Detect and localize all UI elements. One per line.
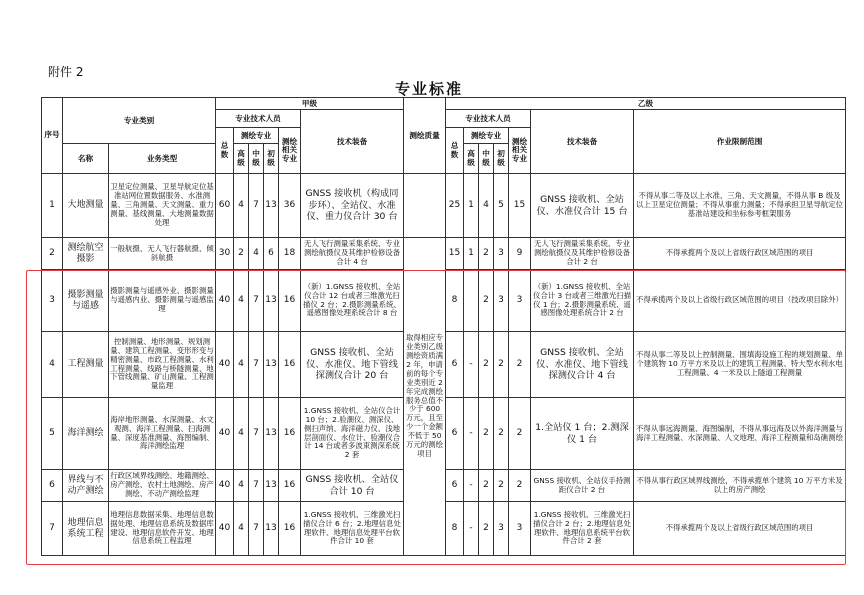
row-a-equipment: GNSS 接收机（构成同步环）、全站仪、水准仪、重力仪合计 30 台	[301, 174, 404, 238]
row-business-type: 控制测量、地形测量、规划测量、建筑工程测量、变形形变与精密测量、市政工程测量、水利工程测量、线路与桥隧测量、地下管线测量、矿山测量、工程测量监理	[109, 332, 216, 398]
row-b-junior: 3	[494, 502, 509, 556]
row-a-middle: 7	[249, 398, 264, 470]
row-b-equipment: （新）1.GNSS 接收机、全站仪合计 3 台或者三维激光扫描仪 1 台；2.摄影测量系统、遥感图像处理系统合计 2 台	[531, 270, 634, 332]
row-b-related: 3	[509, 502, 531, 556]
row-b-junior: 3	[494, 270, 509, 332]
row-b-related: 2	[509, 470, 531, 502]
row-b-equipment: 1.全站仪 1 台；2.测深仪 1 台	[531, 398, 634, 470]
row-b-total: 6	[446, 398, 464, 470]
row-b-junior: 2	[494, 332, 509, 398]
row-a-middle: 7	[249, 470, 264, 502]
col-b-related: 测绘相关专业	[509, 128, 531, 174]
col-b-total: 总数	[446, 128, 464, 174]
row-a-related: 18	[279, 238, 301, 270]
row-b-equipment: GNSS 接收机、全站仪、水准仪、地下管线探测仪合计 4 台	[531, 332, 634, 398]
row-b-middle: 2	[479, 238, 494, 270]
row-a-total: 40	[216, 470, 234, 502]
row-a-senior: 4	[234, 470, 249, 502]
row-seq: 3	[42, 270, 63, 332]
row-b-senior: 1	[464, 174, 479, 238]
col-b-senior: 高级	[464, 144, 479, 174]
row-b-scope: 不得承揽两个及以上省级行政区域范围的项目	[634, 238, 846, 270]
row-business-type: 卫星定位测量、卫星导航定位基准站网位置数据服务、水准测量、三角测量、天文测量、重力测量、基线测量、大地测量数据处理	[109, 174, 216, 238]
row-b-senior: -	[464, 398, 479, 470]
row-a-junior: 13	[264, 398, 279, 470]
row-business-type: 一般航摄、无人飞行器航摄、倾斜航摄	[109, 238, 216, 270]
row-a-middle: 7	[249, 332, 264, 398]
row-b-related: 2	[509, 332, 531, 398]
col-a-middle: 中级	[249, 144, 264, 174]
row-b-middle: 2	[479, 470, 494, 502]
table-row	[42, 174, 846, 238]
col-b-tech-staff: 专业技术人员	[446, 110, 531, 128]
row-b-related: 3	[509, 270, 531, 332]
row-name: 地理信息系统工程	[63, 502, 109, 556]
row-b-related: 9	[509, 238, 531, 270]
col-b-junior: 初级	[494, 144, 509, 174]
row-b-related: 15	[509, 174, 531, 238]
row-name: 界线与不动产测绘	[63, 470, 109, 502]
col-b-scope: 作业限制范围	[634, 110, 846, 174]
row-b-equipment: GNSS 接收机、全站仪、水准仪合计 15 台	[531, 174, 634, 238]
col-a-senior: 高级	[234, 144, 249, 174]
row-a-middle: 4	[249, 238, 264, 270]
row-a-middle: 7	[249, 174, 264, 238]
row-name: 大地测量	[63, 174, 109, 238]
col-b-middle: 中级	[479, 144, 494, 174]
row-a-senior: 4	[234, 174, 249, 238]
row-name: 工程测量	[63, 332, 109, 398]
row-b-junior: 2	[494, 470, 509, 502]
row-a-equipment: （新）1.GNSS 接收机、全站仪合计 12 台或者三维激光扫描仪 2 台；2.摄影测量系统、遥感图像处理系统合计 8 台	[301, 270, 404, 332]
row-a-senior: 4	[234, 332, 249, 398]
row-b-middle: 2	[479, 502, 494, 556]
row-b-junior: 2	[494, 398, 509, 470]
row-a-middle: 7	[249, 502, 264, 556]
row-name: 摄影测量与遥感	[63, 270, 109, 332]
row-a-senior: 4	[234, 398, 249, 470]
row-b-middle: 2	[479, 332, 494, 398]
row-b-middle: 4	[479, 174, 494, 238]
col-b-equipment: 技术装备	[531, 110, 634, 174]
row-a-junior: 13	[264, 332, 279, 398]
row-b-equipment: 无人飞行测量采集系统、专业测绘航摄仪及其维护检修设备合计 2 台	[531, 238, 634, 270]
row-a-total: 40	[216, 398, 234, 470]
col-a-tech-staff: 专业技术人员	[216, 110, 301, 128]
col-a-junior: 初级	[264, 144, 279, 174]
col-a-mapping-major: 测绘专业	[234, 128, 279, 144]
col-a-equipment: 技术装备	[301, 110, 404, 174]
row-a-total: 40	[216, 270, 234, 332]
col-seq: 序号	[42, 98, 63, 174]
row-seq: 4	[42, 332, 63, 398]
row-b-senior: -	[464, 470, 479, 502]
row-b-equipment: GNSS 接收机、全站仪手持测距仪合计 2 台	[531, 470, 634, 502]
col-a-total: 总数	[216, 128, 234, 174]
row-a-junior: 13	[264, 174, 279, 238]
annex-label: 附件 2	[48, 65, 84, 79]
row-quality-a	[404, 174, 446, 238]
row-b-scope: 不得从事二等及以上水准、三角、天文测量，不得从事 B 级及以上卫星定位测量；不得从事重力测量；不得承担卫星导航定位基准站建设和坐标参考框架服务	[634, 174, 846, 238]
row-b-scope: 不得从事行政区域界线测绘，不得承揽单个建筑 10 万平方米及以上的房产测绘	[634, 470, 846, 502]
row-b-total: 6	[446, 470, 464, 502]
row-seq: 5	[42, 398, 63, 470]
row-a-equipment: 无人飞行测量采集系统、专业测绘航摄仪及其维护检修设备合计 4 台	[301, 238, 404, 270]
row-a-related: 16	[279, 270, 301, 332]
row-a-related: 16	[279, 398, 301, 470]
row-b-related: 2	[509, 398, 531, 470]
row-b-scope: 不得从事二等及以上控制测量、围填海设施工程的规划测量、单个建筑物 10 万平方米及以上的建筑工程测量、特大型水利水电工程测量、4 一米及以上隧道工程测量	[634, 332, 846, 398]
row-business-type: 地理信息数据采集、地理信息数据处理、地理信息系统及数据库建设、地理信息软件开发、地理信息系统工程监理	[109, 502, 216, 556]
row-a-junior: 13	[264, 470, 279, 502]
col-a-related: 测绘相关专业	[279, 128, 301, 174]
row-b-middle: 2	[479, 270, 494, 332]
row-b-middle: 2	[479, 398, 494, 470]
row-b-equipment: 1.GNSS 接收机、三维激光扫描仪合计 2 台；2.地理信息处理软件、地理信息系统平台软件合计 2 套	[531, 502, 634, 556]
row-b-senior: 1	[464, 238, 479, 270]
row-seq: 7	[42, 502, 63, 556]
col-name: 名称	[63, 144, 109, 174]
row-business-type: 摄影测量与遥感外业、摄影测量与遥感内业、摄影测量与遥感监理	[109, 270, 216, 332]
row-name: 海洋测绘	[63, 398, 109, 470]
col-mapping-quality: 测绘质量	[404, 98, 446, 174]
page-title: 专业标准	[395, 80, 464, 98]
row-a-equipment: 1.GNSS 接收机、全站仪合计 10 台；2.验潮仪、测深仪、侧扫声纳、海洋磁力仪、浅地层剖面仪、水位计、验潮仪合计 14 台或者多波束测深系统 2 套	[301, 398, 404, 470]
row-b-senior: -	[464, 502, 479, 556]
row-seq: 1	[42, 174, 63, 238]
row-b-junior: 5	[494, 174, 509, 238]
row-business-type: 行政区域界线测绘、地籍测绘、房产测绘、农村土地测绘、房产测绘、不动产测绘监理	[109, 470, 216, 502]
row-b-junior: 3	[494, 238, 509, 270]
row-a-related: 16	[279, 332, 301, 398]
row-a-total: 60	[216, 174, 234, 238]
row-a-equipment: 1.GNSS 接收机、三维激光扫描仪合计 6 台；2.地理信息处理软件、地理信息处理平台软件合计 10 套	[301, 502, 404, 556]
row-b-senior: -	[464, 332, 479, 398]
standards-table	[41, 97, 846, 556]
row-b-senior	[464, 270, 479, 332]
row-b-scope: 不得承揽两个及以上省级行政区域范围的项目（技改项目除外）	[634, 270, 846, 332]
row-a-total: 40	[216, 332, 234, 398]
col-grade-a: 甲级	[216, 98, 404, 110]
row-b-total: 8	[446, 502, 464, 556]
row-b-scope: 不得从事远海测量、海图编制，不得从事远海及以外海洋测量与海洋工程测量、水深测量、人文地理、海洋工程测量和岛礁测绘	[634, 398, 846, 470]
row-a-senior: 4	[234, 502, 249, 556]
row-a-related: 16	[279, 470, 301, 502]
row-a-equipment: GNSS 接收机、全站仪合计 10 台	[301, 470, 404, 502]
row-a-junior: 13	[264, 502, 279, 556]
row-a-senior: 4	[234, 270, 249, 332]
row-b-total: 25	[446, 174, 464, 238]
row-b-total: 15	[446, 238, 464, 270]
table-row	[42, 238, 846, 270]
row-a-related: 16	[279, 502, 301, 556]
row-a-senior: 2	[234, 238, 249, 270]
row-name: 测绘航空摄影	[63, 238, 109, 270]
row-a-total: 40	[216, 502, 234, 556]
row-a-total: 30	[216, 238, 234, 270]
row-b-total: 6	[446, 332, 464, 398]
row-a-related: 36	[279, 174, 301, 238]
row-a-equipment: GNSS 接收机、全站仪、水准仪、地下管线探测仪合计 20 台	[301, 332, 404, 398]
col-category: 专业类别	[63, 98, 216, 144]
row-business-type: 海岸地形测量、水深测量、水文观测、海洋工程测量、扫海测量、深度基准测量、海图编制、海洋测绘监理	[109, 398, 216, 470]
row-a-junior: 13	[264, 270, 279, 332]
col-grade-b: 乙级	[446, 98, 846, 110]
row-b-total: 8	[446, 270, 464, 332]
row-seq: 2	[42, 238, 63, 270]
col-business-type: 业务类型	[109, 144, 216, 174]
col-b-mapping-major: 测绘专业	[464, 128, 509, 144]
row-a-middle: 7	[249, 270, 264, 332]
row-a-junior: 6	[264, 238, 279, 270]
row-seq: 6	[42, 470, 63, 502]
row-quality-b: 取得相应专业类别乙级测绘资质满 2 年，申请前的每个专业类别近 2 年完成测绘服务总值不少于 600 万元，且至少一个金额不低于 50 万元的测绘项目	[404, 238, 446, 556]
row-b-scope: 不得承揽两个及以上省级行政区域范围的项目	[634, 502, 846, 556]
